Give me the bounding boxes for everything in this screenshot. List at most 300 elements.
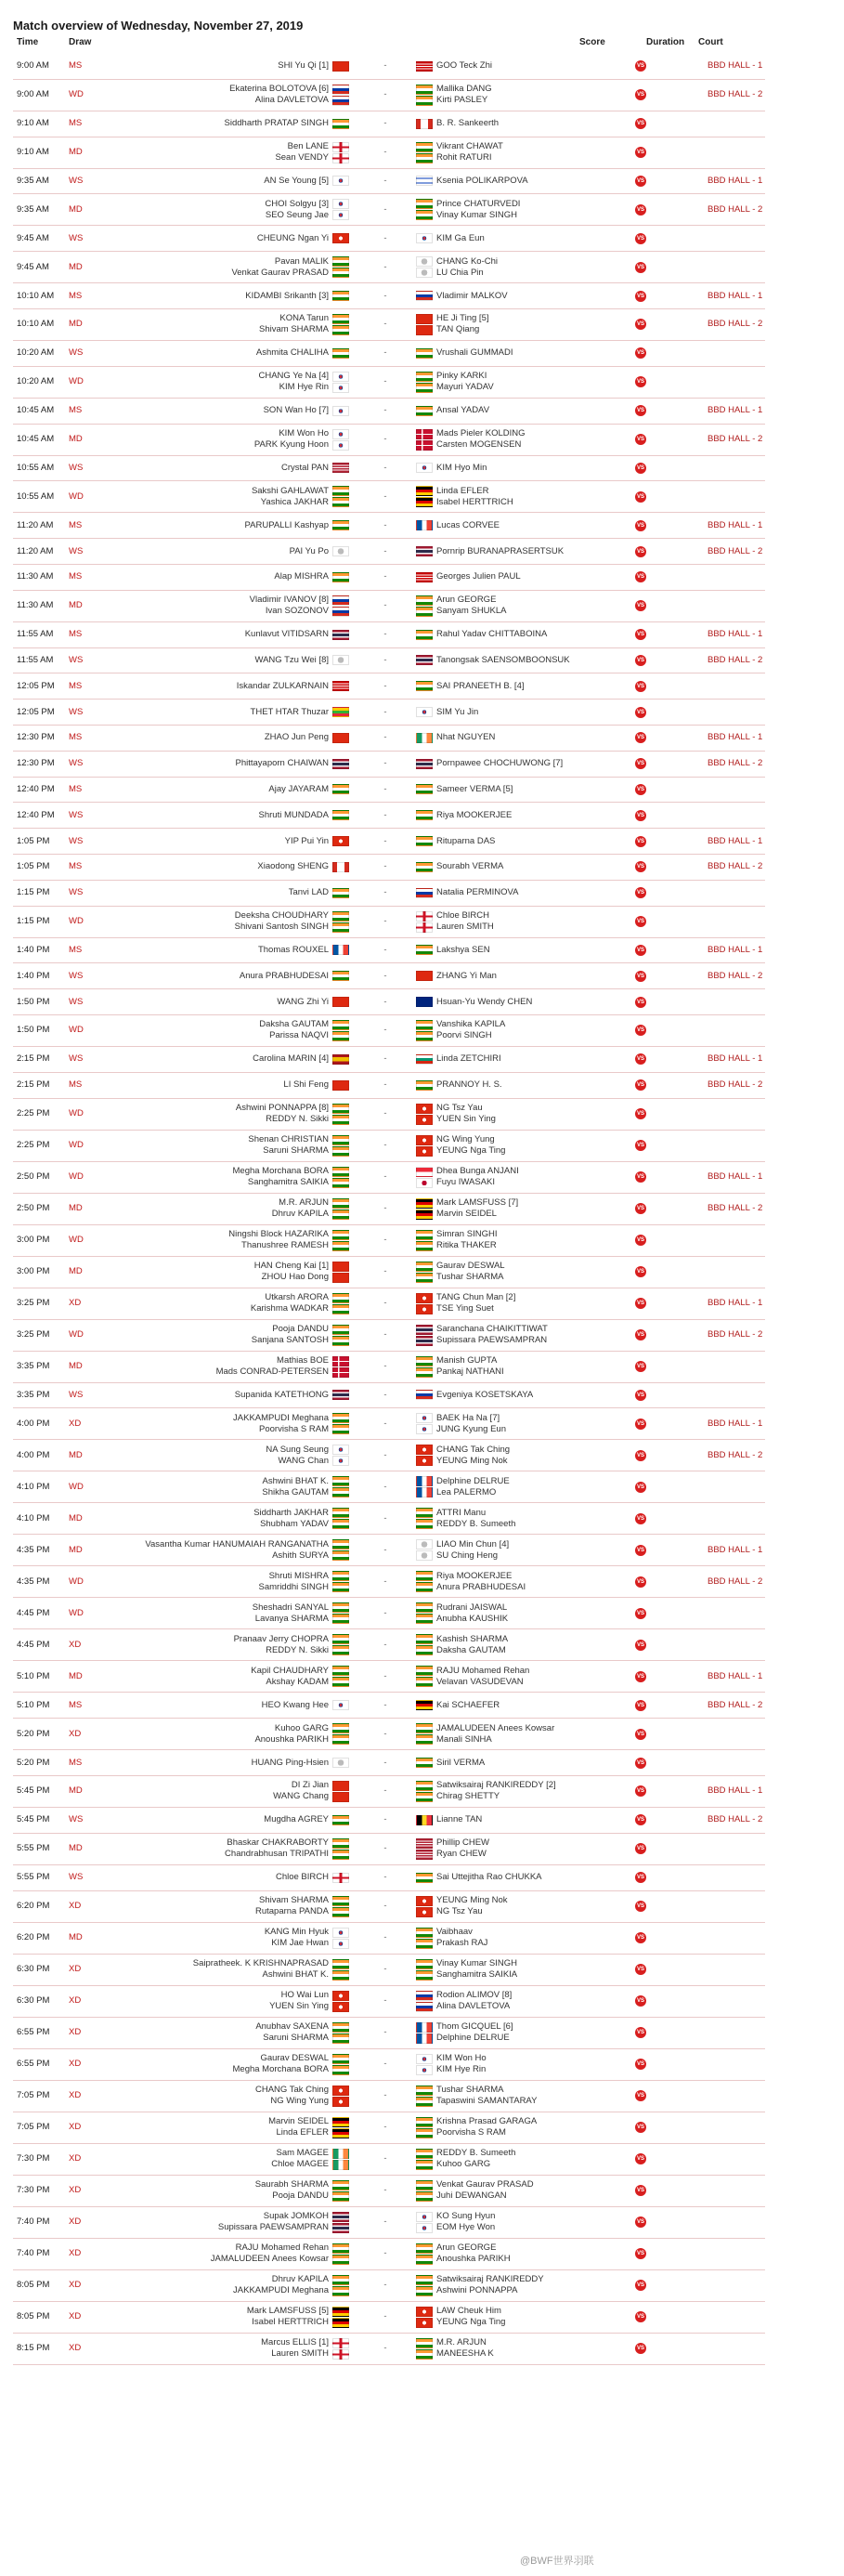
player-name-link[interactable]: Sai Uttejitha Rao CHUKKA bbox=[436, 1872, 542, 1883]
match-row[interactable] bbox=[13, 399, 765, 425]
court-link[interactable] bbox=[708, 1986, 791, 2017]
event-link[interactable]: WD bbox=[69, 490, 84, 502]
player-name-link[interactable]: Shivam SHARMA bbox=[259, 324, 329, 335]
h2h-button[interactable] bbox=[634, 399, 647, 424]
player-name-link[interactable]: Sheshadri SANYAL bbox=[252, 1602, 329, 1613]
player-name-link[interactable]: Delphine DELRUE bbox=[436, 2033, 510, 2043]
player-name-link[interactable]: Mayuri YADAV bbox=[436, 382, 494, 393]
player-name-link[interactable]: Lavanya SHARMA bbox=[254, 1613, 329, 1624]
match-row[interactable] bbox=[13, 2334, 765, 2365]
court-link[interactable]: BBD HALL - 2 bbox=[708, 319, 763, 330]
player-name-link[interactable]: Lauren SMITH bbox=[271, 2348, 329, 2359]
player-name-link[interactable]: M.R. ARJUN bbox=[436, 2337, 487, 2347]
court-link[interactable]: BBD HALL - 1 bbox=[708, 732, 763, 743]
h2h-button[interactable] bbox=[634, 700, 647, 725]
court-link[interactable] bbox=[708, 989, 791, 1014]
h2h-button[interactable] bbox=[634, 2081, 647, 2112]
player-name-link[interactable]: LIAO Min Chun [4] bbox=[436, 1538, 510, 1550]
player-name-link[interactable]: Rutaparna PANDA bbox=[254, 1906, 329, 1916]
player-name-link[interactable]: GOO Teck Zhi bbox=[436, 60, 493, 72]
player-name-link[interactable]: Crystal PAN bbox=[280, 462, 329, 473]
h2h-button[interactable] bbox=[634, 1288, 647, 1319]
player-name-link[interactable]: Supak JOMKOH bbox=[263, 2211, 329, 2221]
event-link[interactable]: MD bbox=[69, 1932, 83, 1942]
player-name-link[interactable]: Riya MOOKERJEE bbox=[436, 809, 513, 820]
player-name-link[interactable]: B. R. Sankeerth bbox=[436, 118, 500, 129]
event-link[interactable]: XD bbox=[69, 1995, 82, 2006]
match-row[interactable] bbox=[13, 1776, 765, 1808]
player-name-link[interactable]: Phittayaporn CHAIWAN bbox=[235, 758, 329, 769]
player-name-link[interactable]: Thomas ROUXEL bbox=[257, 944, 329, 955]
player-name-link[interactable]: Vinay Kumar SINGH bbox=[436, 209, 517, 220]
event-link[interactable]: WD bbox=[69, 1140, 84, 1151]
player-name-link[interactable]: Dhruv KAPILA bbox=[271, 2274, 329, 2284]
h2h-button[interactable] bbox=[634, 252, 647, 282]
event-link[interactable]: MS bbox=[69, 783, 83, 794]
h2h-button[interactable] bbox=[634, 283, 647, 308]
player-name-link[interactable]: Daksha GAUTAM bbox=[259, 1019, 329, 1030]
player-name-link[interactable]: Sanyam SHUKLA bbox=[436, 606, 507, 617]
court-link[interactable] bbox=[708, 1225, 791, 1256]
player-name-link[interactable]: Tushar SHARMA bbox=[436, 2085, 504, 2095]
player-name-link[interactable]: NG Tsz Yau bbox=[436, 1103, 483, 1114]
player-name-link[interactable]: BAEK Ha Na [7] bbox=[436, 1412, 500, 1423]
match-row[interactable] bbox=[13, 1471, 765, 1503]
court-link[interactable]: BBD HALL - 2 bbox=[708, 1449, 763, 1460]
match-row[interactable] bbox=[13, 539, 765, 565]
match-row[interactable] bbox=[13, 2270, 765, 2302]
h2h-button[interactable] bbox=[634, 1503, 647, 1534]
match-row[interactable] bbox=[13, 1535, 765, 1566]
court-link[interactable] bbox=[708, 2334, 791, 2364]
event-link[interactable]: WD bbox=[69, 1607, 84, 1618]
court-link[interactable]: BBD HALL - 1 bbox=[708, 405, 763, 416]
match-row[interactable] bbox=[13, 367, 765, 399]
player-name-link[interactable]: Kashish SHARMA bbox=[436, 1633, 509, 1644]
event-link[interactable]: MS bbox=[69, 1757, 83, 1768]
player-name-link[interactable]: Sameer VERMA [5] bbox=[436, 783, 513, 794]
event-link[interactable]: MD bbox=[69, 600, 83, 611]
h2h-button[interactable] bbox=[634, 1225, 647, 1256]
h2h-button[interactable] bbox=[634, 341, 647, 366]
player-name-link[interactable]: Juhi DEWANGAN bbox=[436, 2190, 507, 2201]
match-row[interactable] bbox=[13, 1440, 765, 1471]
player-name-link[interactable]: RAJU Mohamed Rehan bbox=[436, 1665, 530, 1676]
h2h-button[interactable] bbox=[634, 456, 647, 481]
player-name-link[interactable]: Arun GEORGE bbox=[436, 595, 497, 606]
player-name-link[interactable]: ATTRI Manu bbox=[436, 1507, 487, 1518]
player-name-link[interactable]: WANG Chan bbox=[278, 1455, 329, 1466]
court-link[interactable] bbox=[708, 367, 791, 398]
player-name-link[interactable]: Siddharth JAKHAR bbox=[253, 1507, 329, 1518]
player-name-link[interactable]: Natalia PERMINOVA bbox=[436, 887, 519, 898]
event-link[interactable]: WS bbox=[69, 887, 84, 898]
court-link[interactable]: BBD HALL - 2 bbox=[708, 1814, 763, 1825]
player-name-link[interactable]: TANG Chun Man [2] bbox=[436, 1292, 516, 1303]
player-name-link[interactable]: KIDAMBI Srikanth [3] bbox=[245, 290, 329, 301]
h2h-button[interactable] bbox=[634, 855, 647, 880]
player-name-link[interactable]: Pornrip BURANAPRASERTSUK bbox=[436, 545, 565, 556]
player-name-link[interactable]: JAKKAMPUDI Meghana bbox=[233, 1412, 329, 1423]
player-name-link[interactable]: Mads Pieler KOLDING bbox=[436, 428, 526, 439]
match-row[interactable] bbox=[13, 938, 765, 964]
player-name-link[interactable]: Ashwini PONNAPPA bbox=[436, 2285, 518, 2295]
match-row[interactable] bbox=[13, 648, 765, 674]
player-name-link[interactable]: SHI Yu Qi [1] bbox=[278, 60, 329, 72]
h2h-button[interactable] bbox=[634, 1566, 647, 1597]
event-link[interactable]: WS bbox=[69, 347, 84, 359]
event-link[interactable]: WS bbox=[69, 1389, 84, 1400]
player-name-link[interactable]: Pankaj NATHANI bbox=[436, 1366, 504, 1378]
h2h-button[interactable] bbox=[634, 1693, 647, 1718]
h2h-button[interactable] bbox=[634, 2239, 647, 2269]
event-link[interactable]: MD bbox=[69, 434, 83, 445]
match-row[interactable] bbox=[13, 169, 765, 195]
match-row[interactable] bbox=[13, 1661, 765, 1693]
event-link[interactable]: WD bbox=[69, 376, 84, 387]
player-name-link[interactable]: Isabel HERTTRICH bbox=[436, 496, 513, 507]
event-link[interactable]: MD bbox=[69, 319, 83, 330]
player-name-link[interactable]: Anubhav SAXENA bbox=[255, 2021, 329, 2032]
player-name-link[interactable]: Tanvi LAD bbox=[288, 887, 329, 898]
h2h-button[interactable] bbox=[634, 1383, 647, 1408]
h2h-button[interactable] bbox=[634, 2176, 647, 2206]
event-link[interactable]: MS bbox=[69, 60, 83, 72]
match-row[interactable] bbox=[13, 673, 765, 700]
event-link[interactable]: WD bbox=[69, 89, 84, 100]
player-name-link[interactable]: KIM Won Ho bbox=[436, 2053, 487, 2063]
match-row[interactable] bbox=[13, 1503, 765, 1535]
h2h-button[interactable] bbox=[634, 1073, 647, 1098]
event-link[interactable]: XD bbox=[69, 2059, 82, 2069]
player-name-link[interactable]: Pornpawee CHOCHUWONG [7] bbox=[436, 758, 564, 769]
player-name-link[interactable]: KONA Tarun bbox=[279, 313, 329, 324]
match-row[interactable] bbox=[13, 2239, 765, 2270]
court-link[interactable]: BBD HALL - 1 bbox=[708, 1298, 763, 1309]
player-name-link[interactable]: Ben LANE bbox=[287, 141, 329, 152]
player-name-link[interactable]: Satwiksairaj RANKIREDDY bbox=[436, 2274, 544, 2284]
player-name-link[interactable]: Kirti PASLEY bbox=[436, 95, 488, 106]
player-name-link[interactable]: Parissa NAQVI bbox=[269, 1030, 329, 1041]
player-name-link[interactable]: REDDY B. Sumeeth bbox=[436, 1518, 516, 1529]
h2h-button[interactable] bbox=[634, 1865, 647, 1890]
event-link[interactable]: WS bbox=[69, 1053, 84, 1065]
event-link[interactable]: WD bbox=[69, 1235, 84, 1246]
player-name-link[interactable]: Shivam SHARMA bbox=[259, 1895, 329, 1905]
h2h-button[interactable] bbox=[634, 591, 647, 621]
event-link[interactable]: MS bbox=[69, 944, 83, 955]
match-row[interactable] bbox=[13, 907, 765, 938]
court-link[interactable] bbox=[708, 2144, 791, 2175]
event-link[interactable]: WS bbox=[69, 835, 84, 846]
player-name-link[interactable]: Ajay JAYARAM bbox=[268, 783, 329, 794]
match-row[interactable] bbox=[13, 1352, 765, 1383]
player-name-link[interactable]: Kuhoo GARG bbox=[274, 1722, 329, 1733]
player-name-link[interactable]: Georges Julien PAUL bbox=[436, 571, 521, 582]
event-link[interactable]: MD bbox=[69, 203, 83, 215]
event-link[interactable]: MS bbox=[69, 290, 83, 301]
court-link[interactable]: BBD HALL - 1 bbox=[708, 175, 763, 186]
h2h-button[interactable] bbox=[634, 111, 647, 137]
match-row[interactable] bbox=[13, 137, 765, 169]
court-link[interactable] bbox=[708, 137, 791, 168]
event-link[interactable]: MS bbox=[69, 732, 83, 743]
player-name-link[interactable]: HEO Kwang Hee bbox=[261, 1699, 329, 1710]
player-name-link[interactable]: LI Shi Feng bbox=[283, 1079, 329, 1091]
court-link[interactable]: BBD HALL - 1 bbox=[708, 1544, 763, 1555]
match-row[interactable] bbox=[13, 309, 765, 341]
court-link[interactable]: BBD HALL - 2 bbox=[708, 1079, 763, 1091]
player-name-link[interactable]: Delphine DELRUE bbox=[436, 1475, 510, 1486]
player-name-link[interactable]: Velavan VASUDEVAN bbox=[436, 1676, 524, 1687]
court-link[interactable] bbox=[708, 456, 791, 481]
player-name-link[interactable]: Ksenia POLIKARPOVA bbox=[436, 175, 528, 186]
player-name-link[interactable]: PARUPALLI Kashyap bbox=[244, 519, 329, 530]
h2h-button[interactable] bbox=[634, 907, 647, 937]
player-name-link[interactable]: Bhaskar CHAKRABORTY bbox=[227, 1837, 329, 1849]
player-name-link[interactable]: Alina DAVLETOVA bbox=[436, 2001, 511, 2011]
player-name-link[interactable]: Tanongsak SAENSOMBOONSUK bbox=[436, 654, 570, 665]
player-name-link[interactable]: ZHOU Hao Dong bbox=[261, 1272, 329, 1283]
event-link[interactable]: XD bbox=[69, 2216, 82, 2227]
player-name-link[interactable]: WANG Tzu Wei [8] bbox=[254, 654, 329, 665]
player-name-link[interactable]: Ashwini PONNAPPA [8] bbox=[235, 1103, 329, 1114]
player-name-link[interactable]: NG Tsz Yau bbox=[436, 1906, 483, 1916]
event-link[interactable]: WD bbox=[69, 1576, 84, 1587]
player-name-link[interactable]: KIM Hye Rin bbox=[436, 2064, 487, 2074]
event-link[interactable]: MD bbox=[69, 1670, 83, 1681]
player-name-link[interactable]: HE Ji Ting [5] bbox=[436, 313, 489, 324]
h2h-button[interactable] bbox=[634, 367, 647, 398]
player-name-link[interactable]: Ashwini BHAT K. bbox=[262, 1475, 329, 1486]
court-link[interactable] bbox=[708, 1923, 791, 1954]
event-link[interactable]: MS bbox=[69, 1699, 83, 1710]
player-name-link[interactable]: Chloe MAGEE bbox=[271, 2159, 329, 2169]
court-link[interactable] bbox=[708, 1131, 791, 1161]
match-row[interactable] bbox=[13, 1383, 765, 1409]
match-row[interactable] bbox=[13, 1986, 765, 2018]
event-link[interactable]: WS bbox=[69, 1872, 84, 1883]
court-link[interactable] bbox=[708, 1099, 791, 1130]
player-name-link[interactable]: CHANG Ko-Chi bbox=[436, 255, 498, 267]
event-link[interactable]: XD bbox=[69, 1639, 82, 1650]
h2h-button[interactable] bbox=[634, 481, 647, 512]
player-name-link[interactable]: Thom GICQUEL [6] bbox=[436, 2021, 513, 2032]
player-name-link[interactable]: Manali SINHA bbox=[436, 1733, 492, 1745]
player-name-link[interactable]: ZHAO Jun Peng bbox=[264, 732, 329, 743]
player-name-link[interactable]: Samriddhi SINGH bbox=[258, 1581, 329, 1592]
player-name-link[interactable]: NG Wing Yung bbox=[436, 1134, 495, 1145]
player-name-link[interactable]: Pooja DANDU bbox=[272, 2190, 329, 2201]
court-link[interactable] bbox=[708, 1834, 791, 1864]
player-name-link[interactable]: Sanghamitra SAIKIA bbox=[436, 1969, 518, 1980]
event-link[interactable]: WS bbox=[69, 545, 84, 556]
event-link[interactable]: MS bbox=[69, 519, 83, 530]
match-row[interactable] bbox=[13, 2018, 765, 2049]
court-link[interactable] bbox=[708, 778, 791, 803]
event-link[interactable]: WS bbox=[69, 654, 84, 665]
h2h-button[interactable] bbox=[634, 169, 647, 194]
player-name-link[interactable]: JAKKAMPUDI Meghana bbox=[233, 2285, 329, 2295]
match-row[interactable] bbox=[13, 1099, 765, 1131]
h2h-button[interactable] bbox=[634, 425, 647, 455]
event-link[interactable]: XD bbox=[69, 2027, 82, 2037]
h2h-button[interactable] bbox=[634, 1629, 647, 1660]
court-link[interactable]: BBD HALL - 1 bbox=[708, 629, 763, 640]
match-row[interactable] bbox=[13, 80, 765, 111]
player-name-link[interactable]: TAN Qiang bbox=[436, 324, 480, 335]
event-link[interactable]: XD bbox=[69, 1418, 82, 1429]
player-name-link[interactable]: Iskandar ZULKARNAIN bbox=[236, 680, 329, 691]
event-link[interactable]: MS bbox=[69, 405, 83, 416]
event-link[interactable]: MD bbox=[69, 1203, 83, 1214]
player-name-link[interactable]: Fuyu IWASAKI bbox=[436, 1177, 495, 1188]
match-row[interactable] bbox=[13, 855, 765, 881]
h2h-button[interactable] bbox=[634, 1535, 647, 1565]
court-link[interactable] bbox=[708, 673, 791, 699]
player-name-link[interactable]: Carsten MOGENSEN bbox=[436, 439, 522, 451]
h2h-button[interactable] bbox=[634, 648, 647, 673]
match-row[interactable] bbox=[13, 425, 765, 456]
h2h-button[interactable] bbox=[634, 1598, 647, 1628]
player-name-link[interactable]: Anubha KAUSHIK bbox=[436, 1613, 509, 1624]
h2h-button[interactable] bbox=[634, 1955, 647, 1985]
player-name-link[interactable]: Poorvisha S RAM bbox=[259, 1423, 329, 1434]
match-row[interactable] bbox=[13, 1750, 765, 1776]
player-name-link[interactable]: MANEESHA K bbox=[436, 2348, 494, 2359]
player-name-link[interactable]: HAN Cheng Kai [1] bbox=[253, 1261, 329, 1272]
player-name-link[interactable]: Phillip CHEW bbox=[436, 1837, 490, 1849]
court-link[interactable]: BBD HALL - 2 bbox=[708, 203, 763, 215]
player-name-link[interactable]: Alina DAVLETOVA bbox=[254, 95, 329, 106]
court-link[interactable]: BBD HALL - 1 bbox=[708, 1670, 763, 1681]
player-name-link[interactable]: YEUNG Ming Nok bbox=[436, 1895, 508, 1905]
court-link[interactable]: BBD HALL - 1 bbox=[708, 944, 763, 955]
court-link[interactable] bbox=[708, 2049, 791, 2080]
match-row[interactable] bbox=[13, 565, 765, 591]
player-name-link[interactable]: JUNG Kyung Eun bbox=[436, 1423, 506, 1434]
h2h-button[interactable] bbox=[634, 1471, 647, 1502]
match-row[interactable] bbox=[13, 1408, 765, 1440]
court-link[interactable]: BBD HALL - 2 bbox=[708, 1203, 763, 1214]
event-link[interactable]: MD bbox=[69, 1266, 83, 1277]
court-link[interactable] bbox=[708, 2018, 791, 2048]
h2h-button[interactable] bbox=[634, 752, 647, 777]
player-name-link[interactable]: Kunlavut VITIDSARN bbox=[244, 629, 329, 640]
court-link[interactable]: BBD HALL - 2 bbox=[708, 545, 763, 556]
player-name-link[interactable]: KIM Hye Rin bbox=[279, 382, 329, 393]
player-name-link[interactable]: Lucas CORVEE bbox=[436, 519, 500, 530]
court-link[interactable] bbox=[708, 2270, 791, 2301]
player-name-link[interactable]: CHANG Ye Na [4] bbox=[258, 371, 329, 382]
event-link[interactable]: WD bbox=[69, 916, 84, 927]
player-name-link[interactable]: NG Wing Yung bbox=[270, 2096, 329, 2106]
player-name-link[interactable]: Tushar SHARMA bbox=[436, 1272, 504, 1283]
h2h-button[interactable] bbox=[634, 1719, 647, 1749]
player-name-link[interactable]: YUEN Sin Ying bbox=[269, 2001, 329, 2011]
player-name-link[interactable]: Lianne TAN bbox=[436, 1814, 483, 1825]
match-row[interactable] bbox=[13, 829, 765, 855]
player-name-link[interactable]: PRANNOY H. S. bbox=[436, 1079, 502, 1091]
h2h-button[interactable] bbox=[634, 829, 647, 854]
player-name-link[interactable]: WANG Zhi Yi bbox=[277, 996, 329, 1007]
player-name-link[interactable]: Chirag SHETTY bbox=[436, 1791, 500, 1802]
court-link[interactable]: BBD HALL - 2 bbox=[708, 1329, 763, 1340]
event-link[interactable]: MS bbox=[69, 571, 83, 582]
match-row[interactable] bbox=[13, 1320, 765, 1352]
event-link[interactable]: MS bbox=[69, 629, 83, 640]
event-link[interactable]: XD bbox=[69, 1298, 82, 1309]
player-name-link[interactable]: Kapil CHAUDHARY bbox=[251, 1665, 329, 1676]
h2h-button[interactable] bbox=[634, 1834, 647, 1864]
player-name-link[interactable]: Supissara PAEWSAMPRAN bbox=[217, 2222, 329, 2232]
player-name-link[interactable]: Shenan CHRISTIAN bbox=[248, 1134, 329, 1145]
h2h-button[interactable] bbox=[634, 1986, 647, 2017]
player-name-link[interactable]: Lakshya SEN bbox=[436, 944, 490, 955]
court-link[interactable] bbox=[708, 1750, 791, 1775]
player-name-link[interactable]: Shivani Santosh SINGH bbox=[234, 922, 329, 933]
match-row[interactable] bbox=[13, 1162, 765, 1194]
player-name-link[interactable]: Marcus ELLIS [1] bbox=[261, 2337, 329, 2347]
court-link[interactable] bbox=[708, 2302, 791, 2333]
event-link[interactable]: WD bbox=[69, 1481, 84, 1492]
player-name-link[interactable]: JAMALUDEEN Anees Kowsar bbox=[210, 2254, 329, 2264]
court-link[interactable]: BBD HALL - 2 bbox=[708, 1576, 763, 1587]
player-name-link[interactable]: Supanida KATETHONG bbox=[234, 1389, 329, 1400]
court-link[interactable]: BBD HALL - 1 bbox=[708, 1053, 763, 1065]
player-name-link[interactable]: Linda EFLER bbox=[276, 2127, 329, 2138]
player-name-link[interactable]: SON Wan Ho [7] bbox=[263, 405, 329, 416]
h2h-button[interactable] bbox=[634, 1440, 647, 1471]
match-row[interactable] bbox=[13, 341, 765, 367]
player-name-link[interactable]: Akshay KADAM bbox=[266, 1676, 329, 1687]
h2h-button[interactable] bbox=[634, 1257, 647, 1288]
player-name-link[interactable]: Ryan CHEW bbox=[436, 1849, 487, 1860]
court-link[interactable] bbox=[708, 1598, 791, 1628]
match-row[interactable] bbox=[13, 1131, 765, 1162]
h2h-button[interactable] bbox=[634, 1776, 647, 1807]
player-name-link[interactable]: Shruti MISHRA bbox=[268, 1570, 329, 1581]
player-name-link[interactable]: Ansal YADAV bbox=[436, 405, 490, 416]
player-name-link[interactable]: AN Se Young [5] bbox=[264, 175, 329, 186]
player-name-link[interactable]: Shruti MUNDADA bbox=[258, 809, 329, 820]
player-name-link[interactable]: Mads CONRAD-PETERSEN bbox=[215, 1366, 329, 1378]
player-name-link[interactable]: Ashwini BHAT K. bbox=[262, 1969, 329, 1980]
player-name-link[interactable]: Saranchana CHAIKITTIWAT bbox=[436, 1324, 548, 1335]
match-row[interactable] bbox=[13, 700, 765, 726]
event-link[interactable]: WS bbox=[69, 706, 84, 717]
player-name-link[interactable]: Thanushree RAMESH bbox=[241, 1240, 329, 1251]
h2h-button[interactable] bbox=[634, 1320, 647, 1351]
court-link[interactable] bbox=[708, 1383, 791, 1408]
court-link[interactable] bbox=[708, 700, 791, 725]
match-row[interactable] bbox=[13, 1566, 765, 1598]
event-link[interactable]: WD bbox=[69, 1025, 84, 1036]
player-name-link[interactable]: LAW Cheuk Him bbox=[436, 2306, 501, 2316]
h2h-button[interactable] bbox=[634, 778, 647, 803]
player-name-link[interactable]: Siddharth PRATAP SINGH bbox=[224, 118, 329, 129]
player-name-link[interactable]: Pavan MALIK bbox=[274, 255, 329, 267]
player-name-link[interactable]: Saurabh SHARMA bbox=[254, 2179, 329, 2190]
h2h-button[interactable] bbox=[634, 2144, 647, 2175]
player-name-link[interactable]: JAMALUDEEN Anees Kowsar bbox=[436, 1722, 555, 1733]
player-name-link[interactable]: PAI Yu Po bbox=[289, 545, 329, 556]
h2h-button[interactable] bbox=[634, 1750, 647, 1775]
player-name-link[interactable]: Sam MAGEE bbox=[276, 2148, 329, 2158]
court-link[interactable] bbox=[708, 2207, 791, 2238]
h2h-button[interactable] bbox=[634, 673, 647, 699]
event-link[interactable]: WD bbox=[69, 1108, 84, 1119]
